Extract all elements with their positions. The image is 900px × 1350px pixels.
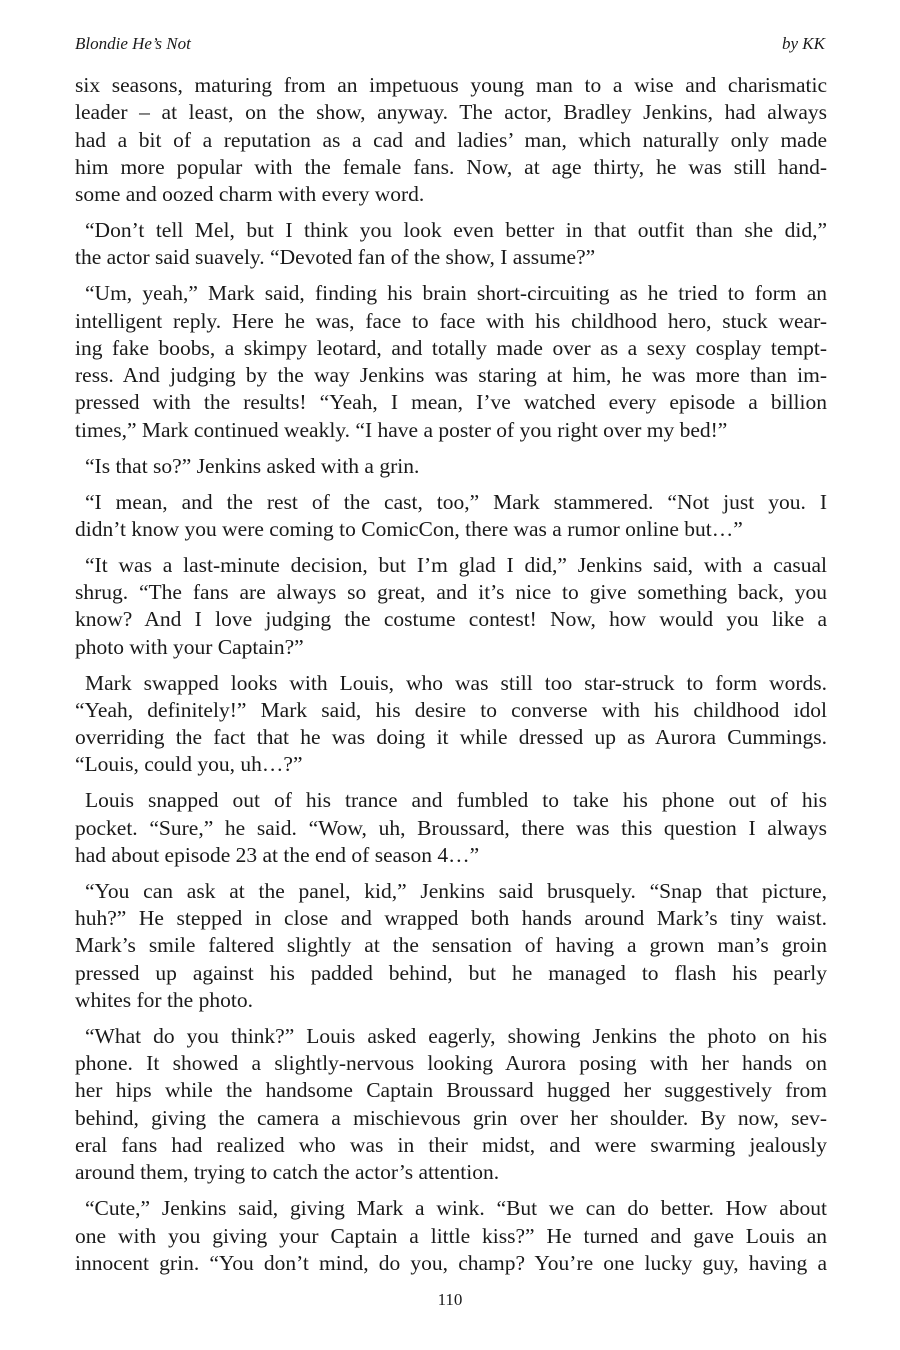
text-line: Louis snapped out of his trance and fumbled to take his phone out of his — [85, 788, 827, 813]
text-line: leader – at least, on the show, anyway. The actor, Bradley Jenkins, had always — [75, 100, 827, 125]
text-line: intelligent reply. Here he was, face to face with his childhood hero, stuck wear- — [75, 308, 827, 333]
text-line: behind, giving the camera a mischievous grin over her shoulder. By now, sev- — [75, 1105, 827, 1130]
text-line: some and oozed charm with every word. — [75, 182, 425, 207]
text-line: ing fake boobs, a skimpy leotard, and totally made over as a sexy cosplay tempt- — [75, 335, 827, 360]
text-line: had about episode 23 at the end of season 4…” — [75, 842, 480, 867]
book-title: Blondie He’s Not — [75, 34, 191, 53]
text-line: around them, trying to catch the actor’s attention. — [75, 1160, 500, 1185]
text-line: didn’t know you were coming to ComicCon, there was a rumor online but…” — [75, 516, 743, 541]
paragraph — [75, 217, 827, 272]
text-line: “It was a last-minute decision, but I’m glad I did,” Jenkins said, with a casual — [85, 552, 827, 577]
body-text — [75, 72, 827, 1286]
text-line: overriding the fact that he was doing it while dressed up as Aurora Cummings. — [75, 725, 827, 750]
text-line: innocent grin. “You don’t mind, do you, champ? You’re one lucky guy, having a — [75, 1250, 827, 1275]
text-line: huh?” He stepped in close and wrapped both hands around Mark’s tiny waist. — [75, 906, 827, 931]
author-credit: by KK — [782, 34, 825, 53]
text-line: times,” Mark continued weakly. “I have a poster of you right over my bed!” — [75, 417, 728, 442]
text-line: “You can ask at the panel, kid,” Jenkins said brusquely. “Snap that picture, — [85, 878, 827, 903]
text-line: ress. And judging by the way Jenkins was staring at him, he was more than im- — [75, 363, 827, 388]
text-line: pocket. “Sure,” he said. “Wow, uh, Broussard, there was this question I always — [75, 815, 827, 840]
text-line: eral fans had realized who was in their midst, and were swarming jealously — [75, 1133, 827, 1158]
page-number: 110 — [437, 1290, 463, 1309]
running-header — [75, 34, 825, 54]
text-line: pressed with the results! “Yeah, I mean, I’ve watched every episode a billion — [75, 390, 827, 415]
text-line: shrug. “The fans are always so great, and it’s nice to give something back, you — [75, 580, 827, 605]
text-line: “Um, yeah,” Mark said, finding his brain short-circuiting as he tried to form an — [85, 281, 827, 306]
text-line: “Louis, could you, uh…?” — [75, 752, 303, 777]
text-line: had a bit of a reputation as a cad and ladies’ man, which naturally only made — [75, 127, 827, 152]
text-line: “I mean, and the rest of the cast, too,” Mark stammered. “Not just you. I — [85, 489, 827, 514]
paragraph — [75, 453, 827, 480]
text-line: “Don’t tell Mel, but I think you look even better in that outfit than she did,” — [85, 218, 827, 243]
paragraph — [75, 72, 827, 208]
paragraph — [75, 670, 827, 779]
text-line: Mark swapped looks with Louis, who was still too star-struck to form words. — [85, 670, 827, 695]
text-line: the actor said suavely. “Devoted fan of the show, I assume?” — [75, 245, 596, 270]
text-line: six seasons, maturing from an impetuous young man to a wise and charismatic — [75, 73, 827, 97]
paragraph — [75, 280, 827, 444]
text-line: one with you giving your Captain a little kiss?” He turned and gave Louis an — [75, 1223, 827, 1248]
paragraph — [75, 787, 827, 869]
text-line: photo with your Captain?” — [75, 634, 304, 659]
paragraph — [75, 1023, 827, 1187]
text-line: phone. It showed a slightly-nervous looking Aurora posing with her hands on — [75, 1051, 827, 1076]
text-line: whites for the photo. — [75, 987, 253, 1012]
text-line: Mark’s smile faltered slightly at the sensation of having a grown man’s groin — [75, 933, 827, 958]
paragraph — [75, 489, 827, 544]
text-line: “Cute,” Jenkins said, giving Mark a wink. “But we can do better. How about — [85, 1196, 827, 1221]
text-line: him more popular with the female fans. Now, at age thirty, he was still hand- — [75, 154, 827, 179]
text-line: “What do you think?” Louis asked eagerly, showing Jenkins the photo on his — [85, 1023, 827, 1048]
paragraph — [75, 552, 827, 661]
paragraph — [75, 878, 827, 1014]
text-line: know? And I love judging the costume contest! Now, how would you like a — [75, 607, 827, 632]
text-line: pressed up against his padded behind, but he managed to flash his pearly — [75, 960, 827, 985]
text-line: “Is that so?” Jenkins asked with a grin. — [85, 453, 420, 478]
paragraph — [75, 1195, 827, 1277]
text-line: “Yeah, definitely!” Mark said, his desire to converse with his childhood idol — [75, 697, 827, 722]
text-line: her hips while the handsome Captain Broussard hugged her suggestively from — [75, 1078, 827, 1103]
